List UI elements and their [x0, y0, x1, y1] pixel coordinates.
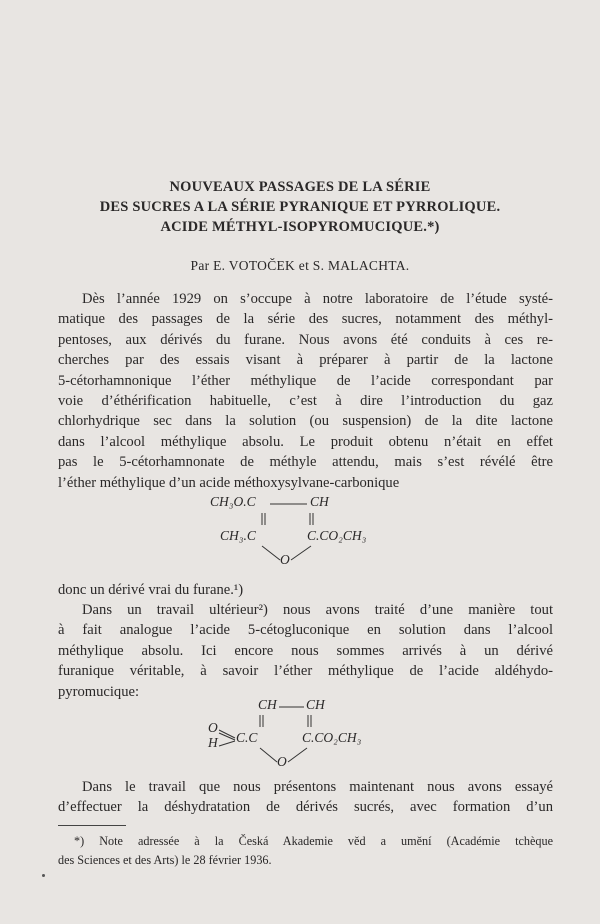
- footnote-line: des Sciences et des Arts) le 28 février 1936.: [58, 853, 272, 867]
- formula-2-top-left: CH: [258, 697, 277, 712]
- formula-2-bottom-right: C.CO₂CH₃: [302, 730, 362, 745]
- paragraph-4-line: Dans le travail que nous présentons maintenant nous avons essayé: [82, 779, 553, 795]
- formula-2-bonds: [208, 697, 408, 777]
- paragraph-1-line: 5-cétorhamnonique l’éther méthylique de l’acide correspondant par: [58, 372, 553, 389]
- formula-1-bottom-right: C.CO₂CH₃: [307, 528, 367, 543]
- paragraph-3-line: Dans un travail ultérieur²) nous avons traité d’une manière tout: [82, 602, 553, 618]
- footnote: [58, 832, 553, 870]
- formula-2-top-right: CH: [306, 697, 325, 712]
- paragraph-3: [58, 600, 553, 702]
- formula-1-bottom-left: CH₃.C: [220, 528, 256, 543]
- footnote-divider: [58, 825, 126, 826]
- formula-1-top-right: CH: [310, 494, 329, 509]
- chemical-formula-1: [210, 494, 410, 584]
- paragraph-1-line: pas le 5-cétorhamnonate de méthyle attendu, mais s’est révélé être: [58, 454, 553, 471]
- paragraph-2-line: donc un dérivé vrai du furane.¹): [58, 582, 244, 598]
- formula-1-bonds: [210, 494, 410, 584]
- paragraph-1-line: chlorhydrique sec dans la solution (ou suspension) de la dite lactone: [58, 413, 553, 430]
- title-line-3: ACIDE MÉTHYL-ISOPYROMUCIQUE.*): [160, 219, 440, 235]
- formula-2-bottom-left: C.C: [236, 730, 258, 745]
- formula-2-ring-oxygen: O: [277, 754, 287, 769]
- paragraph-3-line: pyromucique:: [58, 683, 140, 700]
- title-line-1: NOUVEAUX PASSAGES DE LA SÉRIE: [169, 179, 431, 195]
- formula-2-aldehyde-oxygen: O: [208, 720, 218, 735]
- formula-1-ring-oxygen: O: [280, 552, 290, 567]
- paragraph-1-line: matique des passages de la série des sucres, notamment des méthyl-: [58, 311, 553, 328]
- authors-line: Par E. VOTOČEK et S. MALACHTA.: [190, 258, 410, 273]
- chemical-formula-2: [208, 697, 408, 777]
- paragraph-2: [58, 580, 553, 600]
- print-mark: [42, 874, 45, 877]
- paragraph-3-line: à fait analogue l’acide 5-cétogluconique en solution dans l’alcool: [58, 622, 553, 639]
- formula-2-aldehyde-hydrogen: H: [208, 735, 218, 750]
- paragraph-3-line: furanique véritable, à savoir l’éther méthylique de l’acide aldéhydo-: [58, 663, 553, 680]
- article-title: [50, 177, 550, 237]
- paragraph-1-line: voie d’éthérification habituelle, c’est à dire l’introduction du gaz: [58, 393, 553, 410]
- formula-1-top-left: CH₃O.C: [210, 494, 256, 509]
- paragraph-4-line: d’effectuer la déshydratation de dérivés sucrés, avec formation d’un: [58, 799, 553, 816]
- paragraph-1-line: l’éther méthylique d’un acide méthoxysylvane-carbonique: [58, 474, 400, 491]
- paragraph-1-line: cherches par des essais visant à préparer à partir de la lactone: [58, 352, 553, 369]
- paragraph-4: [58, 777, 553, 818]
- footnote-line: *) Note adressée à la Česká Akademie věd a umění (Académie tchèque: [74, 834, 553, 848]
- paragraph-1-line: pentoses, aux dérivés du furane. Nous avons été conduits à ces re-: [58, 331, 553, 348]
- paragraph-1-line: Dès l’année 1929 on s’occupe à notre laboratoire de l’étude systé-: [82, 291, 553, 307]
- title-line-2: DES SUCRES A LA SÉRIE PYRANIQUE ET PYRROLIQUE.: [99, 199, 501, 215]
- paragraph-1: [58, 289, 553, 493]
- paragraph-3-line: méthylique absolu. Ici encore nous sommes arrivés à un dérivé: [58, 642, 553, 659]
- paragraph-1-line: dans l’alcool méthylique absolu. Le produit obtenu n’était en effet: [58, 433, 553, 450]
